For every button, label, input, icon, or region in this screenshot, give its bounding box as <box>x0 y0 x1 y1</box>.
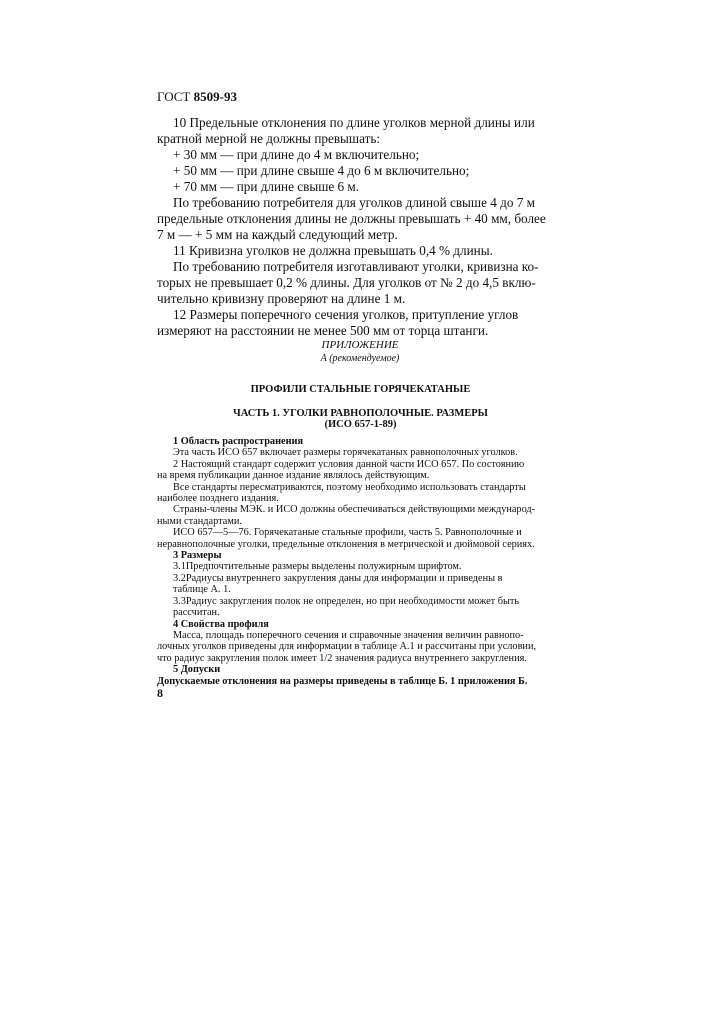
main-text-block <box>157 115 550 339</box>
section-heading-tolerances: 5 Допуски <box>173 664 221 676</box>
part-title-line-1: ЧАСТЬ 1. УГОЛКИ РАВНОПОЛОЧНЫЕ. РАЗМЕРЫ <box>233 408 488 419</box>
appendix-line: ИСО 657—5—76. Горячекатаные стальные профили, часть 5. Равнополочные и <box>173 527 522 539</box>
appendix-line: Эта часть ИСО 657 включает размеры горячекатаных равнополочных уголков. <box>173 447 518 459</box>
appendix-line: 2 Настоящий стандарт содержит условия данной части ИСО 657. По состоянию <box>173 458 525 470</box>
main-line: предельные отклонения длины не должны превышать + 40 мм, более <box>157 211 546 226</box>
part-title-line-2: (ИСО 657-1-89) <box>324 419 397 430</box>
main-line: По требованию потребителя изготавливают уголки, кривизна ко- <box>173 259 539 274</box>
appendix-line: ными стандартами. <box>157 515 242 527</box>
appendix-subtitle: А (рекомендуемое) <box>320 353 400 364</box>
document-header <box>157 89 237 105</box>
main-line: 10 Предельные отклонения по длине уголков мерной длины или <box>173 115 535 130</box>
main-line: + 30 мм — при длине до 4 м включительно; <box>173 147 420 162</box>
appendix-line: таблице А. 1. <box>173 584 231 596</box>
page-number: 8 <box>157 686 163 700</box>
main-line: + 50 мм — при длине свыше 4 до 6 м включительно; <box>173 163 470 178</box>
main-line: торых не превышает 0,2 % длины. Для уголков от № 2 до 4,5 вклю- <box>157 275 536 290</box>
appendix-line: Страны-члены МЭК. и ИСО должны обеспечиваться действующими международ- <box>173 504 536 516</box>
appendix-line: 3.3Радиус закругления полок не определен, но при необходимости может быть <box>173 595 520 607</box>
appendix-title: ПРИЛОЖЕНИЕ <box>321 339 399 351</box>
appendix-heading: ПРОФИЛИ СТАЛЬНЫЕ ГОРЯЧЕКАТАНЫЕ <box>250 384 471 395</box>
appendix-line: 3.2Радиусы внутреннего закругления даны для информации и приведены в <box>173 572 503 584</box>
header-prefix: ГОСТ <box>157 89 191 104</box>
main-line: чительно кривизну проверяют на длине 1 м. <box>157 291 406 306</box>
main-line: + 70 мм — при длине свыше 6 м. <box>173 179 360 194</box>
main-line: кратной мерной не должны превышать: <box>157 131 381 146</box>
main-line: измеряют на расстоянии не менее 500 мм от торца штанги. <box>157 323 489 338</box>
main-line: По требованию потребителя для уголков длиной свыше 4 до 7 м <box>173 195 535 210</box>
appendix-line: Допускаемые отклонения на размеры приведены в таблице Б. 1 приложения Б. <box>157 675 528 687</box>
main-line: 11 Кривизна уголков не должна превышать 0,4 % длины. <box>173 243 493 258</box>
section-heading-properties: 4 Свойства профиля <box>173 618 269 630</box>
appendix-text-block <box>157 436 560 687</box>
appendix-line: лочных уголков приведены для информации в таблице А.1 и рассчитаны при условии, <box>157 641 537 653</box>
appendix-line: неравнополочные уголки, предельные отклонения в метрической и дюймовой сериях. <box>157 538 535 550</box>
appendix-line: наиболее позднего издания. <box>157 493 279 505</box>
appendix-line: рассчитан. <box>173 607 220 619</box>
main-line: 12 Размеры поперечного сечения уголков, притупление углов <box>173 307 519 322</box>
appendix-line: на время публикации данное издание являлось действующим. <box>157 470 430 482</box>
appendix-line: 3.1Предпочтительные размеры выделены полужирным шрифтом. <box>173 561 462 573</box>
appendix-line: что радиус закругления полок имеет 1/2 значения радиуса внутреннего закругления. <box>157 652 527 664</box>
main-line: 7 м — + 5 мм на каждый следующий метр. <box>157 227 398 242</box>
appendix-line: Масса, площадь поперечного сечения и справочные значения величин равнопо- <box>173 629 524 641</box>
section-heading-scope: 1 Область распространения <box>173 436 304 447</box>
header-number: 8509-93 <box>193 89 237 104</box>
appendix-line: Все стандарты пересматриваются, поэтому необходимо использовать стандарты <box>173 481 526 493</box>
section-heading-dimensions: 3 Размеры <box>173 550 222 562</box>
